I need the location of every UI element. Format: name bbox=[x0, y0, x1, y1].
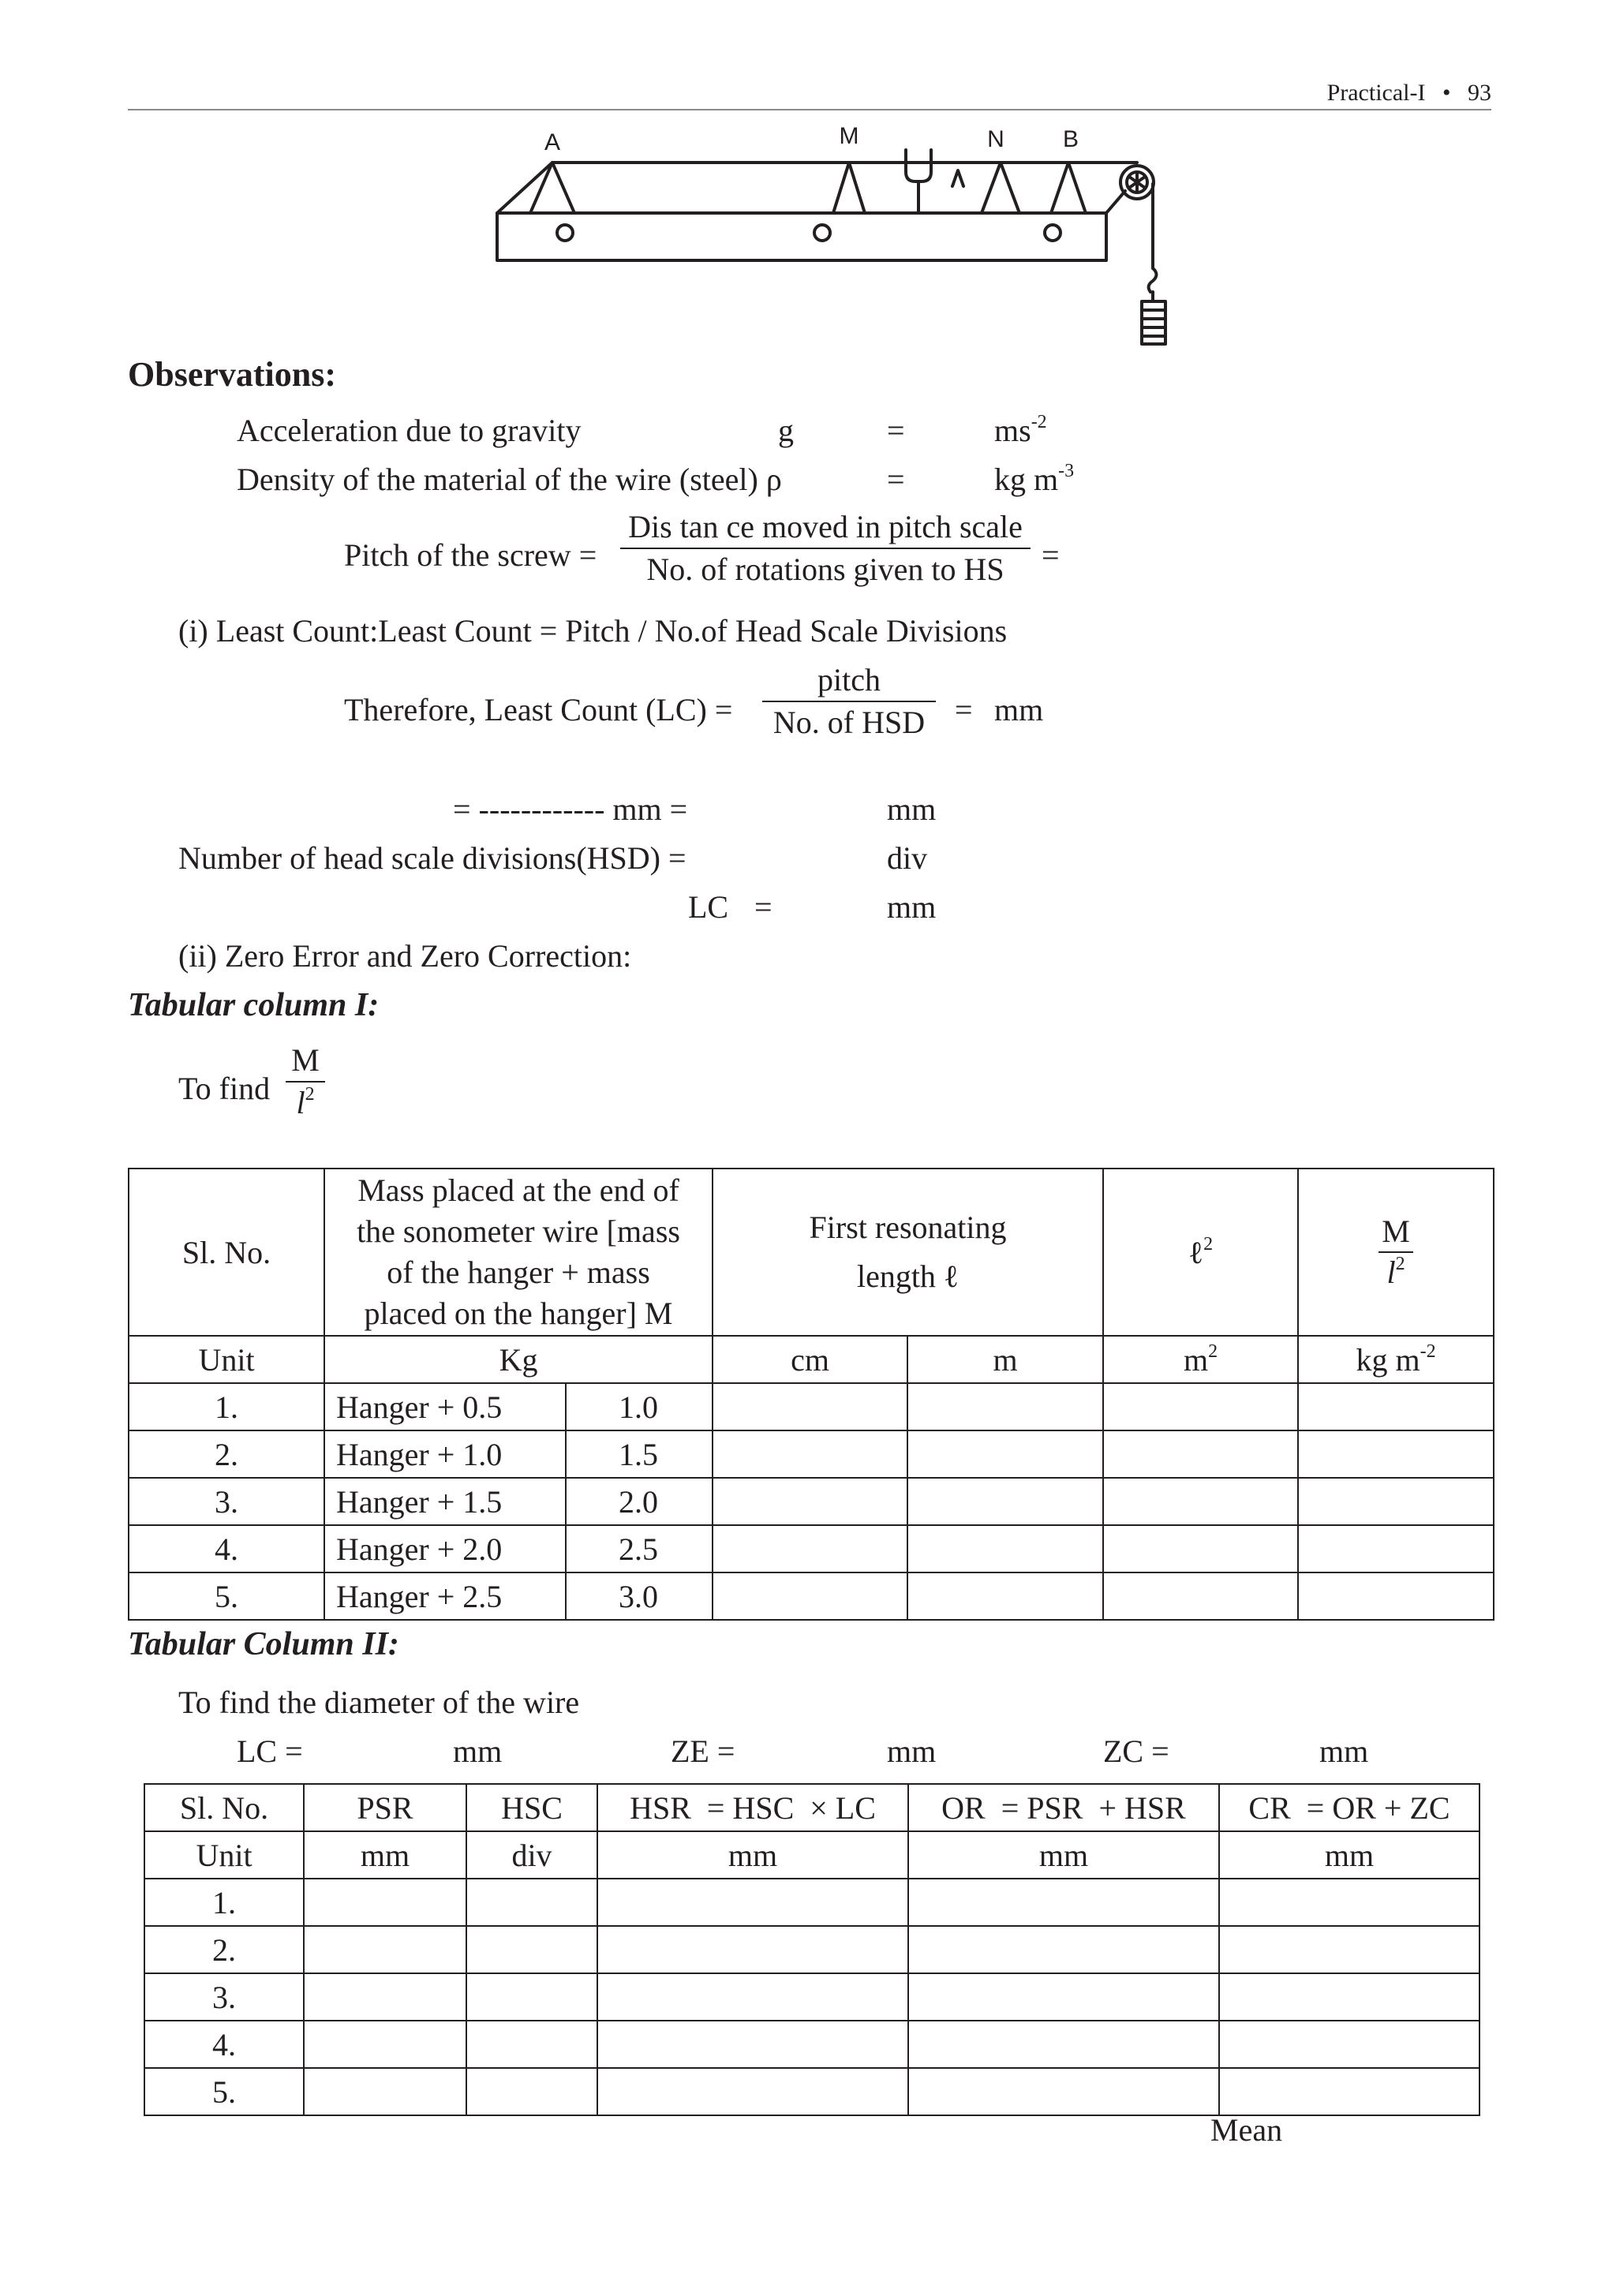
cell-sl: 4. bbox=[144, 2021, 304, 2068]
const-lc-unit: mm bbox=[453, 1733, 503, 1769]
lc-unit: mm bbox=[887, 889, 937, 925]
cell-psr[interactable] bbox=[304, 1973, 466, 2021]
cell-psr[interactable] bbox=[304, 1879, 466, 1926]
cell-hsc[interactable] bbox=[466, 2021, 597, 2068]
page-number: 93 bbox=[1468, 80, 1491, 106]
unit-cm: cm bbox=[713, 1336, 907, 1383]
th-cr: CR = OR + ZC bbox=[1219, 1784, 1479, 1831]
label-a: A bbox=[544, 129, 561, 155]
cell-hanger: Hanger + 2.0 bbox=[324, 1525, 566, 1572]
cell-ratio[interactable] bbox=[1298, 1478, 1494, 1525]
cell-length-m[interactable] bbox=[907, 1572, 1103, 1620]
cell-ratio[interactable] bbox=[1298, 1525, 1494, 1572]
zero-error-line: (ii) Zero Error and Zero Correction: bbox=[178, 938, 632, 974]
cell-cr[interactable] bbox=[1219, 1973, 1479, 2021]
unit-kg: Kg bbox=[324, 1336, 713, 1383]
cell-hsr[interactable] bbox=[597, 2068, 908, 2115]
gravity-symbol: g bbox=[778, 413, 794, 448]
least-count-line: (i) Least Count:Least Count = Pitch / No.of Head Scale Divisions bbox=[178, 613, 1008, 649]
table-row bbox=[144, 2068, 1479, 2115]
th-hsc: HSC bbox=[466, 1784, 597, 1831]
cell-l2[interactable] bbox=[1103, 1572, 1298, 1620]
const-zc-label: ZC = bbox=[1103, 1733, 1169, 1769]
cell-length-m[interactable] bbox=[907, 1525, 1103, 1572]
const-ze-unit: mm bbox=[887, 1733, 937, 1769]
pitch-equals: = bbox=[1042, 537, 1060, 573]
th-sl-no: Sl. No. bbox=[144, 1784, 304, 1831]
header-bullet: • bbox=[1442, 80, 1451, 106]
label-b: B bbox=[1062, 126, 1079, 152]
cell-hsr[interactable] bbox=[597, 1879, 908, 1926]
table2-unit-row bbox=[144, 1831, 1479, 1879]
lc-formula-equals: = bbox=[955, 692, 973, 727]
cell-hanger: Hanger + 1.0 bbox=[324, 1430, 566, 1478]
table2-to-find: To find the diameter of the wire bbox=[178, 1685, 580, 1720]
calc-line: = ------------ mm = bbox=[453, 791, 688, 827]
th-m-over-l2: $\frac{M}{l^2}$ bbox=[1298, 1169, 1494, 1336]
cell-hsr[interactable] bbox=[597, 2021, 908, 2068]
table1-header-row bbox=[129, 1169, 1494, 1336]
cell-length-cm[interactable] bbox=[713, 1430, 907, 1478]
cell-ratio[interactable] bbox=[1298, 1430, 1494, 1478]
table-row bbox=[144, 1973, 1479, 2021]
unit-label: Unit bbox=[129, 1336, 324, 1383]
sonometer-diagram bbox=[473, 118, 1231, 347]
table-row bbox=[129, 1572, 1494, 1620]
cell-length-m[interactable] bbox=[907, 1430, 1103, 1478]
to-find-denominator: $l^2$ bbox=[296, 1084, 315, 1120]
tuning-fork bbox=[906, 150, 931, 181]
th-hsr: HSR = HSC × LC bbox=[597, 1784, 908, 1831]
th-l-squared: ℓ$^2$ bbox=[1103, 1169, 1298, 1336]
cell-cr[interactable] bbox=[1219, 1879, 1479, 1926]
cell-or[interactable] bbox=[908, 2021, 1219, 2068]
table1-unit-row bbox=[129, 1336, 1494, 1383]
table-row bbox=[129, 1383, 1494, 1430]
cell-cr[interactable] bbox=[1219, 2021, 1479, 2068]
cell-ratio[interactable] bbox=[1298, 1383, 1494, 1430]
density-unit: kg $m^{-3}$ bbox=[994, 461, 1075, 497]
cell-sl: 5. bbox=[144, 2068, 304, 2115]
cell-ratio[interactable] bbox=[1298, 1572, 1494, 1620]
cell-length-m[interactable] bbox=[907, 1478, 1103, 1525]
cell-hsc[interactable] bbox=[466, 1926, 597, 1973]
mean-label: Mean bbox=[1210, 2112, 1283, 2148]
table2-header-row bbox=[144, 1784, 1479, 1831]
hook bbox=[1149, 268, 1157, 292]
cell-hanger: Hanger + 0.5 bbox=[324, 1383, 566, 1430]
gravity-unit: $ms^{-2}$ bbox=[994, 412, 1047, 448]
hsd-unit: div bbox=[887, 840, 928, 876]
density-label: Density of the material of the wire (steel) ρ bbox=[237, 462, 782, 497]
unit-cr: mm bbox=[1219, 1831, 1479, 1879]
cell-hsr[interactable] bbox=[597, 1973, 908, 2021]
density-equals: = bbox=[887, 462, 905, 497]
observations-heading: Observations: bbox=[128, 355, 336, 394]
unit-m: m bbox=[907, 1336, 1103, 1383]
table-row bbox=[129, 1525, 1494, 1572]
table1-to-find-fraction bbox=[286, 1040, 325, 1124]
lc-equals: = bbox=[754, 889, 772, 925]
bridge-n bbox=[982, 163, 1019, 213]
unit-psr: mm bbox=[304, 1831, 466, 1879]
const-ze-label: ZE = bbox=[671, 1733, 735, 1769]
pitch-fraction bbox=[620, 507, 1031, 590]
unit-or: mm bbox=[908, 1831, 1219, 1879]
cell-sl: 1. bbox=[129, 1383, 324, 1430]
cell-or[interactable] bbox=[908, 2068, 1219, 2115]
to-find-numerator: M bbox=[286, 1040, 325, 1083]
cell-mass: 2.5 bbox=[566, 1525, 713, 1572]
cell-or[interactable] bbox=[908, 1879, 1219, 1926]
cell-mass: 1.0 bbox=[566, 1383, 713, 1430]
cell-mass: 1.5 bbox=[566, 1430, 713, 1478]
table1-to-find-label: To find bbox=[178, 1071, 271, 1106]
cell-sl: 4. bbox=[129, 1525, 324, 1572]
gravity-label: Acceleration due to gravity bbox=[237, 413, 582, 448]
hsd-label: Number of head scale divisions(HSD) = bbox=[178, 840, 686, 876]
bridge-a bbox=[530, 163, 574, 213]
bridge-b bbox=[1051, 163, 1086, 213]
table-row bbox=[144, 2021, 1479, 2068]
lc-formula-unit: mm bbox=[994, 692, 1044, 727]
table1-title: Tabular column I: bbox=[128, 987, 380, 1023]
unit-m2: $m^2$ bbox=[1103, 1336, 1298, 1383]
cell-length-m[interactable] bbox=[907, 1383, 1103, 1430]
cell-length-cm[interactable] bbox=[713, 1572, 907, 1620]
cell-sl: 5. bbox=[129, 1572, 324, 1620]
cell-length-cm[interactable] bbox=[713, 1383, 907, 1430]
cell-sl: 3. bbox=[144, 1973, 304, 2021]
table-row bbox=[144, 1879, 1479, 1926]
th-psr: PSR bbox=[304, 1784, 466, 1831]
cell-l2[interactable] bbox=[1103, 1478, 1298, 1525]
cell-sl: 2. bbox=[129, 1430, 324, 1478]
cell-or[interactable] bbox=[908, 1926, 1219, 1973]
const-lc-label: LC = bbox=[237, 1733, 303, 1769]
cell-mass: 3.0 bbox=[566, 1572, 713, 1620]
cell-l2[interactable] bbox=[1103, 1430, 1298, 1478]
bridge-m bbox=[833, 163, 865, 213]
table2 bbox=[144, 1783, 1480, 2116]
cell-or[interactable] bbox=[908, 1973, 1219, 2021]
table-row bbox=[129, 1430, 1494, 1478]
header-rule bbox=[128, 109, 1491, 110]
cell-length-cm[interactable] bbox=[713, 1478, 907, 1525]
table1 bbox=[128, 1168, 1494, 1621]
lc-formula-label: Therefore, Least Count (LC) = bbox=[344, 692, 733, 727]
unit-kgm: kg $m^{-2}$ bbox=[1298, 1336, 1494, 1383]
cell-hanger: Hanger + 2.5 bbox=[324, 1572, 566, 1620]
cell-cr[interactable] bbox=[1219, 2068, 1479, 2115]
cell-psr[interactable] bbox=[304, 2068, 466, 2115]
cell-hsc[interactable] bbox=[466, 1879, 597, 1926]
unit-hsc: div bbox=[466, 1831, 597, 1879]
const-zc-unit: mm bbox=[1319, 1733, 1369, 1769]
cell-psr[interactable] bbox=[304, 2021, 466, 2068]
cell-sl: 1. bbox=[144, 1879, 304, 1926]
lc-denominator: No. of HSD bbox=[772, 705, 926, 740]
unit-hsr: mm bbox=[597, 1831, 908, 1879]
gravity-equals: = bbox=[887, 413, 905, 448]
table-row bbox=[144, 1926, 1479, 1973]
th-mass: Mass placed at the end of the sonometer wire [mass of the hanger + mass placed on the hanger] M bbox=[324, 1169, 713, 1336]
calc-unit: mm bbox=[887, 791, 937, 827]
unit-label: Unit bbox=[144, 1831, 304, 1879]
cell-hsr[interactable] bbox=[597, 1926, 908, 1973]
table-row bbox=[129, 1478, 1494, 1525]
label-n: N bbox=[987, 126, 1004, 152]
lc-label: LC bbox=[688, 889, 729, 925]
cell-length-cm[interactable] bbox=[713, 1525, 907, 1572]
lc-numerator: pitch bbox=[762, 660, 936, 702]
lc-fraction bbox=[762, 660, 936, 743]
cell-sl: 2. bbox=[144, 1926, 304, 1973]
cell-hsc[interactable] bbox=[466, 1973, 597, 2021]
header-title: Practical-I bbox=[1326, 80, 1426, 106]
table2-title: Tabular Column II: bbox=[128, 1626, 399, 1662]
pitch-denominator: No. of rotations given to HS bbox=[646, 552, 1004, 587]
th-resonating-length: First resonating length ℓ bbox=[713, 1169, 1103, 1336]
cell-psr[interactable] bbox=[304, 1926, 466, 1973]
cell-l2[interactable] bbox=[1103, 1383, 1298, 1430]
cell-cr[interactable] bbox=[1219, 1926, 1479, 1973]
th-or: OR = PSR + HSR bbox=[908, 1784, 1219, 1831]
cell-l2[interactable] bbox=[1103, 1525, 1298, 1572]
cell-hsc[interactable] bbox=[466, 2068, 597, 2115]
cell-mass: 2.0 bbox=[566, 1478, 713, 1525]
cell-hanger: Hanger + 1.5 bbox=[324, 1478, 566, 1525]
label-m: M bbox=[839, 123, 859, 149]
running-header bbox=[1327, 79, 1491, 107]
cell-sl: 3. bbox=[129, 1478, 324, 1525]
pitch-numerator: Dis tan ce moved in pitch scale bbox=[620, 507, 1031, 549]
th-sl-no: Sl. No. bbox=[129, 1169, 324, 1336]
sonometer-box bbox=[497, 213, 1106, 260]
pitch-label: Pitch of the screw = bbox=[344, 537, 597, 573]
